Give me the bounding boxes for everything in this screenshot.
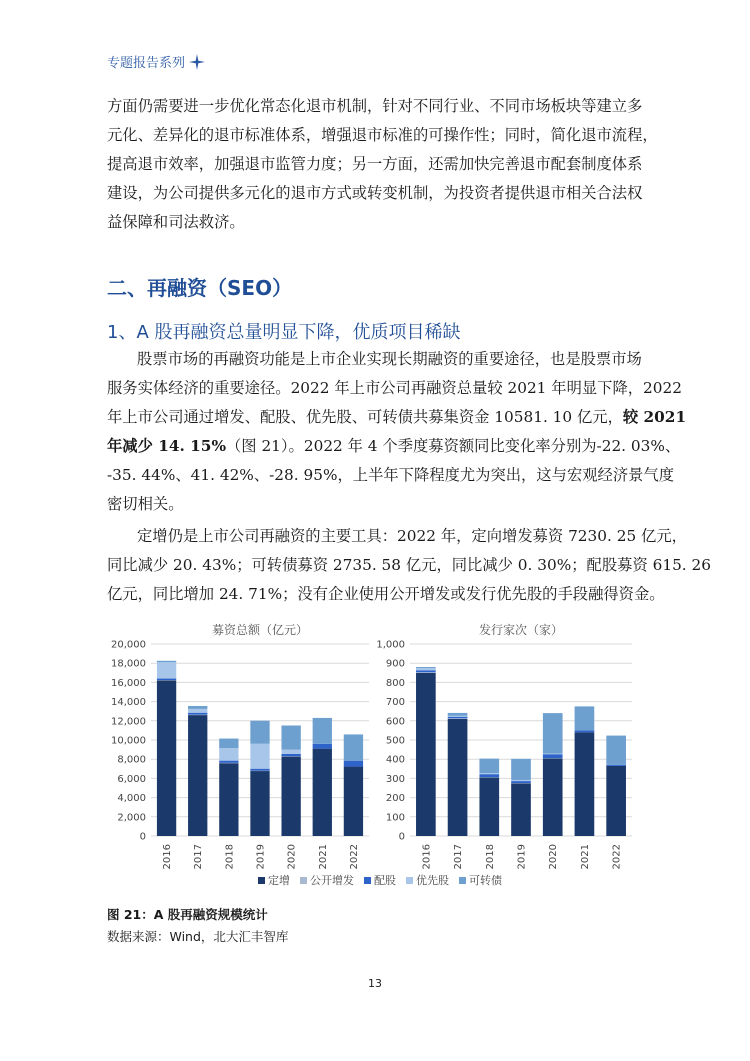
bar-segment <box>448 713 468 716</box>
bar-segment <box>157 680 176 681</box>
bar-segment <box>219 763 238 764</box>
bar-segment <box>250 771 269 772</box>
bar-segment <box>416 668 436 670</box>
intro-paragraph <box>107 92 658 237</box>
issuance-count-chart <box>370 618 640 874</box>
legend-swatch <box>406 877 413 884</box>
y-tick-label: 500 <box>385 735 405 747</box>
x-tick-label: 2016 <box>162 844 174 870</box>
bar-segment <box>479 774 499 777</box>
bar-segment <box>479 773 499 774</box>
bar-segment <box>188 713 207 715</box>
bar-segment <box>281 726 300 750</box>
y-tick-label: 100 <box>385 812 405 824</box>
legend-swatch <box>364 877 371 884</box>
y-tick-label: 4,000 <box>117 793 146 805</box>
x-tick-label: 2022 <box>611 844 623 870</box>
y-tick-label: 200 <box>385 793 405 805</box>
bar-segment <box>157 680 176 836</box>
y-tick-label: 300 <box>385 773 405 785</box>
bar-segment <box>344 761 363 767</box>
legend-label: 配股 <box>374 874 396 887</box>
para1-line: 股票市场的再融资功能是上市企业实现长期融资的重要途径，也是股票市场 <box>137 350 642 368</box>
bar-segment <box>448 719 468 836</box>
bar-segment <box>543 713 563 753</box>
legend-item <box>258 872 290 888</box>
para1-line: （图 21）。2022 年 4 个季度募资额同比变化率分别为-22. 03%、 <box>225 437 681 455</box>
y-tick-label: 8,000 <box>117 754 146 766</box>
section-heading: 二、再融资（SEO） <box>107 276 293 300</box>
bar-segment <box>250 744 269 769</box>
bar-segment <box>511 783 531 784</box>
intro-line: 建设，为公司提供多元化的退市方式或转变机制，为投资者提供退市相关合法权 <box>107 184 643 202</box>
bar-segment <box>281 754 300 756</box>
para1-line: 服务实体经济的重要途径。2022 年上市公司再融资总量较 2021 年明显下降，2022 <box>107 379 682 397</box>
legend-item <box>459 872 502 888</box>
y-tick-label: 400 <box>385 754 405 766</box>
legend-item <box>300 872 354 888</box>
x-tick-label: 2019 <box>255 844 267 870</box>
y-tick-label: 700 <box>385 697 405 709</box>
bar-segment <box>448 716 468 717</box>
y-tick-label: 0 <box>139 831 146 843</box>
subsection-heading: 1、A 股再融资总量明显下降，优质项目稀缺 <box>107 322 461 343</box>
bar-segment <box>157 661 176 662</box>
bar-segment <box>575 730 595 732</box>
x-tick-label: 2021 <box>579 844 591 870</box>
x-tick-label: 2021 <box>317 844 329 870</box>
bar-segment <box>313 749 332 836</box>
chart-title: 发行家次（家） <box>478 623 564 637</box>
bar-segment <box>575 732 595 836</box>
page-number: 13 <box>368 977 382 990</box>
bar-segment <box>543 754 563 758</box>
bar-segment <box>250 769 269 771</box>
legend-label: 优先股 <box>416 874 449 887</box>
bar-segment <box>448 717 468 719</box>
bar-segment <box>543 758 563 836</box>
bar-segment <box>188 709 207 713</box>
y-tick-label: 12,000 <box>111 716 146 728</box>
y-tick-label: 6,000 <box>117 773 146 785</box>
bar-segment <box>511 780 531 781</box>
bar-segment <box>281 756 300 836</box>
figure-caption: 图 21：A 股再融资规模统计 <box>107 907 268 922</box>
bar-segment <box>344 767 363 836</box>
bar-segment <box>606 736 626 765</box>
bar-segment <box>219 739 238 749</box>
legend-label: 定增 <box>268 874 290 887</box>
bar-segment <box>188 715 207 716</box>
bar-segment <box>479 777 499 778</box>
bar-segment <box>606 766 626 836</box>
bar-segment <box>157 662 176 678</box>
bar-segment <box>219 748 238 760</box>
intro-line: 提高退市效率，加强退市监管力度；另一方面，还需加快完善退市配套制度体系 <box>107 155 643 173</box>
y-tick-label: 900 <box>385 658 405 670</box>
para1-line: 年上市公司通过增发、配股、优先股、可转债共募集资金 10581. 10 亿元， <box>107 408 623 426</box>
report-series-header <box>107 52 205 71</box>
x-tick-label: 2022 <box>348 844 360 870</box>
bar-segment <box>188 715 207 836</box>
figure-source: 数据来源：Wind，北大汇丰智库 <box>107 929 289 944</box>
bar-segment <box>416 673 436 836</box>
bar-segment <box>416 672 436 673</box>
bar-segment <box>543 753 563 754</box>
bar-segment <box>250 771 269 836</box>
bar-segment <box>416 670 436 672</box>
bar-segment <box>448 718 468 719</box>
chart-title: 募资总额（亿元） <box>211 623 309 637</box>
bar-segment <box>511 781 531 783</box>
legend-swatch <box>459 877 466 884</box>
para1-bold-text: 年减少 14. 15% <box>107 437 226 455</box>
y-tick-label: 2,000 <box>117 812 146 824</box>
y-tick-label: 1,000 <box>376 639 405 651</box>
x-tick-label: 2017 <box>453 844 465 870</box>
bar-segment <box>313 744 332 749</box>
x-tick-label: 2018 <box>224 844 236 870</box>
bar-segment <box>606 765 626 766</box>
bar-segment <box>219 763 238 836</box>
intro-line: 方面仍需要进一步优化常态化退市机制，针对不同行业、不同市场板块等建立多 <box>107 97 643 115</box>
bar-segment <box>188 706 207 709</box>
bar-segment <box>250 721 269 744</box>
x-tick-label: 2020 <box>286 844 298 870</box>
bar-segment <box>313 718 332 744</box>
bar-segment <box>344 734 363 760</box>
legend-item <box>364 872 396 888</box>
x-tick-label: 2019 <box>516 844 528 870</box>
x-tick-label: 2017 <box>193 844 205 870</box>
bar-segment <box>511 783 531 836</box>
intro-line: 元化、差异化的退市标准体系，增强退市标准的可操作性；同时，简化退市流程， <box>107 126 658 144</box>
para1-line: 密切相关。 <box>107 495 184 513</box>
bar-segment <box>575 706 595 730</box>
bar-segment <box>416 667 436 668</box>
y-tick-label: 16,000 <box>111 677 146 689</box>
para1-bold-text: 较 2021 <box>622 408 687 426</box>
legend-swatch <box>258 877 265 884</box>
y-tick-label: 800 <box>385 677 405 689</box>
legend-label: 可转债 <box>469 874 502 887</box>
fundraising-amount-chart <box>107 618 377 874</box>
y-tick-label: 14,000 <box>111 697 146 709</box>
x-tick-label: 2018 <box>484 844 496 870</box>
y-tick-label: 18,000 <box>111 658 146 670</box>
para2-line: 同比减少 20. 43%；可转债募资 2735. 58 亿元，同比减少 0. 30%；配股募资 615. 26 <box>107 556 711 574</box>
bar-segment <box>281 756 300 757</box>
paragraph-instruments <box>107 522 711 609</box>
x-tick-label: 2020 <box>548 844 560 870</box>
intro-line: 益保障和司法救济。 <box>107 213 245 231</box>
y-tick-label: 600 <box>385 716 405 728</box>
bar-segment <box>281 750 300 754</box>
legend-swatch <box>300 877 307 884</box>
paragraph-refinancing-overview <box>107 345 687 519</box>
y-tick-label: 0 <box>398 831 405 843</box>
y-tick-label: 10,000 <box>111 735 146 747</box>
bar-segment <box>479 759 499 773</box>
chart-legend <box>258 872 502 888</box>
para2-line: 亿元，同比增加 24. 71%；没有企业使用公开增发或发行优先股的手段融得资金。 <box>107 585 665 603</box>
para2-line: 定增仍是上市公司再融资的主要工具：2022 年，定向增发募资 7230. 25 亿元， <box>137 527 687 545</box>
x-tick-label: 2016 <box>421 844 433 870</box>
legend-label: 公开增发 <box>310 874 354 887</box>
bar-segment <box>219 761 238 763</box>
bar-segment <box>157 679 176 680</box>
bar-segment <box>543 758 563 759</box>
legend-item <box>406 872 449 888</box>
sparkle-icon <box>189 54 205 70</box>
header-label: 专题报告系列 <box>107 56 186 71</box>
bar-segment <box>511 759 531 780</box>
y-tick-label: 20,000 <box>111 639 146 651</box>
para1-line: -35. 44%、41. 42%、-28. 95%，上半年下降程度尤为突出，这与宏观经济景气度 <box>107 466 675 484</box>
bar-segment <box>479 777 499 836</box>
